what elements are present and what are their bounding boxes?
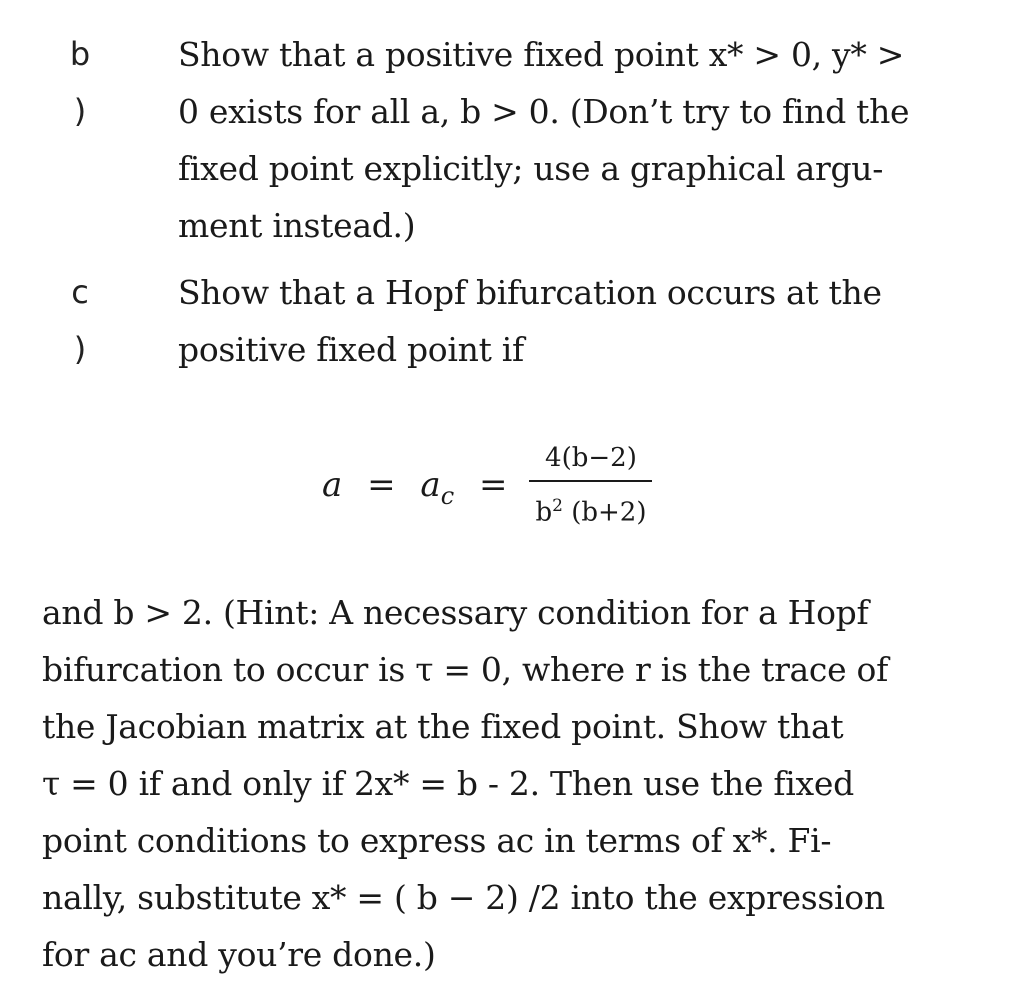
hint-line-7: for ac and you’re done.) xyxy=(42,935,436,974)
item-c-line-2: positive fixed point if xyxy=(178,330,524,369)
hint-line-3: the Jacobian matrix at the fixed point. Show that xyxy=(42,707,844,746)
item-c-line-1: Show that a Hopf bifurcation occurs at the xyxy=(178,273,882,312)
denominator-rest: (b+2) xyxy=(562,497,647,528)
hint-line-6: nally, substitute x* = ( b − 2) /2 into the expression xyxy=(42,878,885,917)
equation-fraction xyxy=(529,438,652,533)
equation-var-ac: a xyxy=(420,465,441,505)
hint-paragraph xyxy=(42,584,1002,983)
denominator-base: b xyxy=(535,497,553,528)
item-c-label xyxy=(60,264,100,378)
fraction-bar xyxy=(529,480,652,482)
item-c-text xyxy=(178,264,978,378)
item-b-letter: b xyxy=(69,35,91,73)
item-b-paren: ) xyxy=(73,92,87,130)
item-b-line-1: Show that a positive fixed point x* > 0, y* > xyxy=(178,35,905,74)
item-b-line-4: ment instead.) xyxy=(178,206,416,245)
equation-equals-1: = xyxy=(367,465,396,505)
denominator-exponent: 2 xyxy=(552,495,563,516)
item-b-text xyxy=(178,26,978,254)
equation-equals-2: = xyxy=(478,465,508,505)
item-b-label xyxy=(60,26,100,140)
hint-line-1: and b > 2. (Hint: A necessary condition for a Hopf xyxy=(42,593,869,632)
item-b-line-3: fixed point explicitly; use a graphical argu- xyxy=(178,149,884,188)
equation-ac-subscript: c xyxy=(440,482,455,510)
fraction-denominator xyxy=(529,486,652,533)
hint-line-2: bifurcation to occur is τ = 0, where r is the trace of xyxy=(42,650,889,689)
item-b-line-2: 0 exists for all a, b > 0. (Don’t try to find the xyxy=(178,92,910,131)
equation-lhs xyxy=(322,465,521,510)
equation-var-a: a xyxy=(322,465,343,505)
hopf-equation xyxy=(322,430,652,540)
fraction-numerator: 4(b−2) xyxy=(545,442,637,473)
item-c-letter: c xyxy=(71,273,89,311)
item-c-paren: ) xyxy=(73,330,87,368)
hint-line-4: τ = 0 if and only if 2x* = b - 2. Then use the fixed xyxy=(42,764,854,803)
hint-line-5: point conditions to express ac in terms of x*. Fi- xyxy=(42,821,832,860)
